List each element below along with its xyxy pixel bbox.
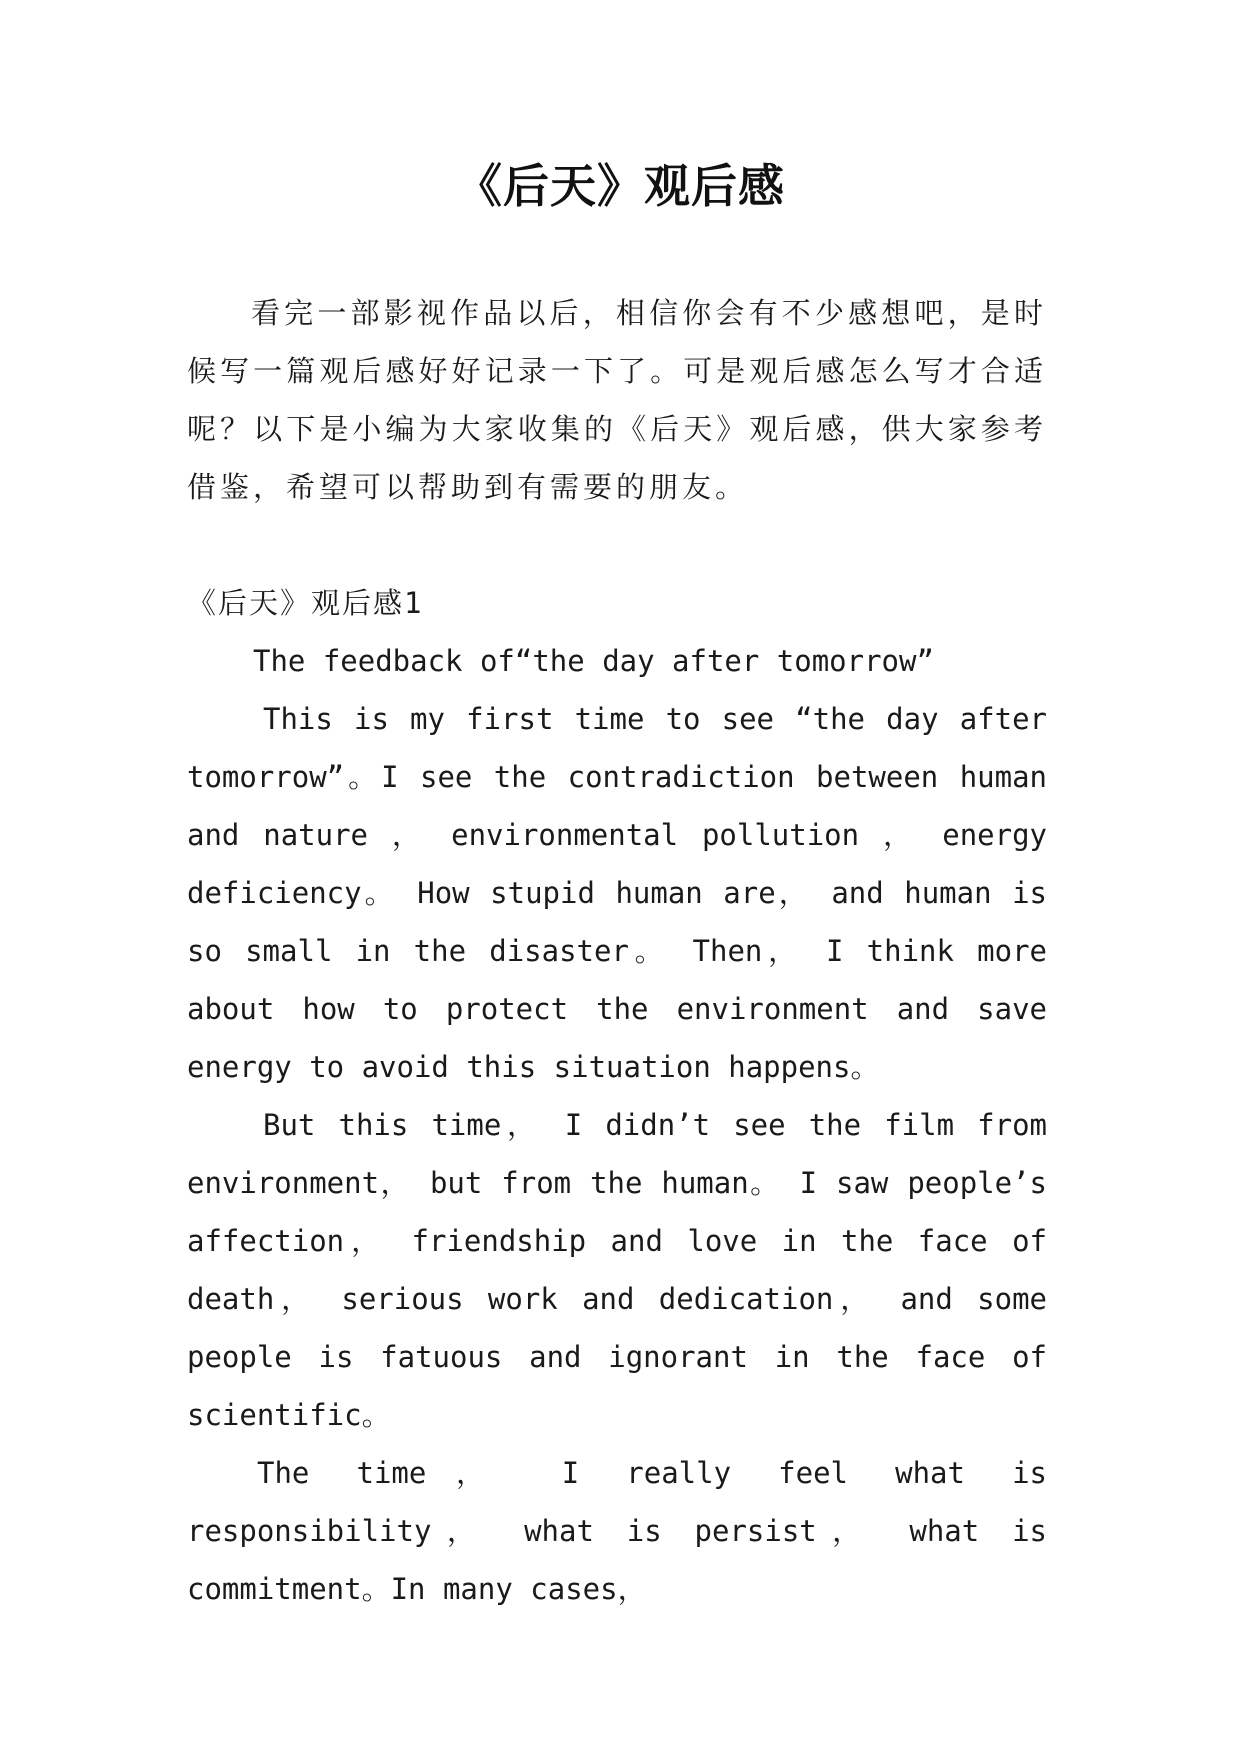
essay-paragraph-3: The time， I really feel what is responsibility， what is persist， what is commitment。In many cases， bbox=[187, 1456, 1047, 1606]
intro-paragraph: 看完一部影视作品以后，相信你会有不少感想吧，是时候写一篇观后感好好记录一下了。可是观后感怎么写才合适呢？以下是小编为大家收集的《后天》观后感，供大家参考借鉴，希望可以帮助到有需要的朋友。 bbox=[187, 296, 1047, 504]
document-title: 《后天》观后感 bbox=[456, 159, 785, 213]
section-heading: 《后天》观后感1 bbox=[187, 586, 424, 620]
essay-paragraph-1: This is my first time to see “the day after tomorrow”。I see the contradiction between human and nature ， environmental pollution ， energy deficiency。 How stupid human are， and human is so small in the disaster。 Then， I think more about how to protect the environment and save energy to avoid this situation happens。 bbox=[187, 702, 1047, 1084]
essay-heading: The feedback of“the day after tomorrow” bbox=[253, 644, 934, 678]
essay-paragraph-2: But this time， I didn’t see the film from environment， but from the human。 I saw people’s affection， friendship and love in the face of death， serious work and dedication， and some people is fatuous and ignorant in the face of scientific。 bbox=[187, 1108, 1047, 1432]
document-body bbox=[187, 284, 1047, 1618]
